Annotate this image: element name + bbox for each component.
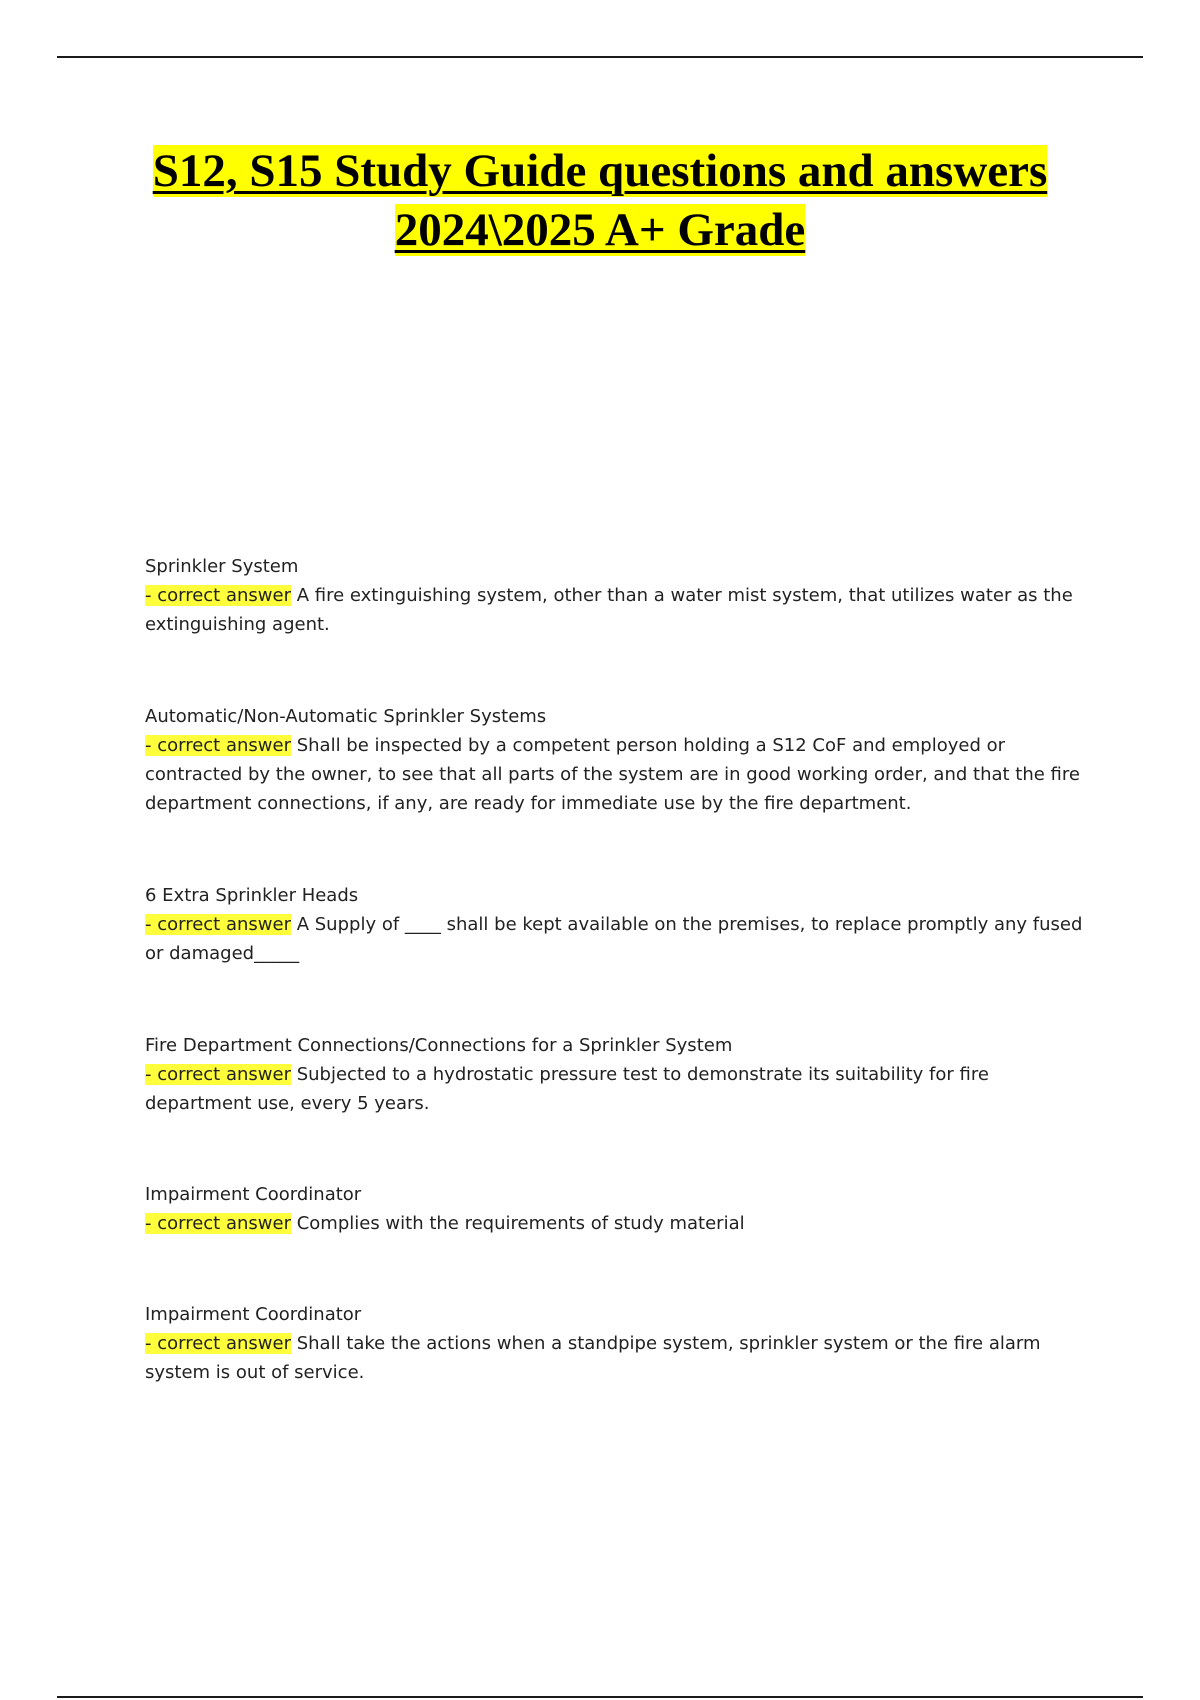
correct-answer-tag: - correct answer xyxy=(145,1333,291,1354)
qa-answer-text: Shall be inspected by a competent person holding a S12 CoF and employed or contracted by the owner, to see that all parts of the system are in good working order, and that the fire department connections, if any, are ready for immediate use by the fire department. xyxy=(145,735,1080,814)
qa-answer xyxy=(145,581,1100,639)
qa-term: Automatic/Non-Automatic Sprinkler Systems xyxy=(145,706,547,727)
qa-answer xyxy=(145,1209,1100,1238)
qa-answer xyxy=(145,1060,1100,1118)
qa-answer-text: A fire extinguishing system, other than a water mist system, that utilizes water as the extinguishing agent. xyxy=(145,585,1073,635)
correct-answer-tag: - correct answer xyxy=(145,1213,291,1234)
qa-term: Sprinkler System xyxy=(145,556,299,577)
correct-answer-tag: - correct answer xyxy=(145,585,291,606)
qa-term: Impairment Coordinator xyxy=(145,1184,362,1205)
qa-answer xyxy=(145,910,1100,968)
qa-term: 6 Extra Sprinkler Heads xyxy=(145,885,359,906)
qa-item-impairment-coordinator-1 xyxy=(145,1180,1100,1238)
qa-term: Impairment Coordinator xyxy=(145,1304,362,1325)
qa-item-impairment-coordinator-2 xyxy=(145,1300,1100,1387)
correct-answer-tag: - correct answer xyxy=(145,735,291,756)
qa-term: Fire Department Connections/Connections for a Sprinkler System xyxy=(145,1035,733,1056)
correct-answer-tag: - correct answer xyxy=(145,914,291,935)
qa-answer xyxy=(145,1329,1100,1387)
qa-answer-text: Subjected to a hydrostatic pressure test to demonstrate its suitability for fire department use, every 5 years. xyxy=(145,1064,989,1114)
qa-answer-text: Complies with the requirements of study material xyxy=(296,1213,745,1234)
qa-answer-text: A Supply of ____ shall be kept available on the premises, to replace promptly any fused or damaged_____ xyxy=(145,914,1083,964)
qa-item-automatic-systems xyxy=(145,702,1100,818)
correct-answer-tag: - correct answer xyxy=(145,1064,291,1085)
qa-answer xyxy=(145,731,1100,818)
document-title xyxy=(60,142,1140,260)
qa-answer-text: Shall take the actions when a standpipe system, sprinkler system or the fire alarm system is out of service. xyxy=(145,1333,1041,1383)
bottom-rule xyxy=(57,1696,1143,1698)
qa-item-extra-heads xyxy=(145,881,1100,968)
title-line-1: S12, S15 Study Guide questions and answers xyxy=(152,145,1048,197)
title-line-2: 2024\2025 A+ Grade xyxy=(394,204,806,256)
top-rule xyxy=(57,56,1143,58)
qa-item-fire-dept-connections xyxy=(145,1031,1100,1118)
qa-item-sprinkler-system xyxy=(145,552,1100,639)
